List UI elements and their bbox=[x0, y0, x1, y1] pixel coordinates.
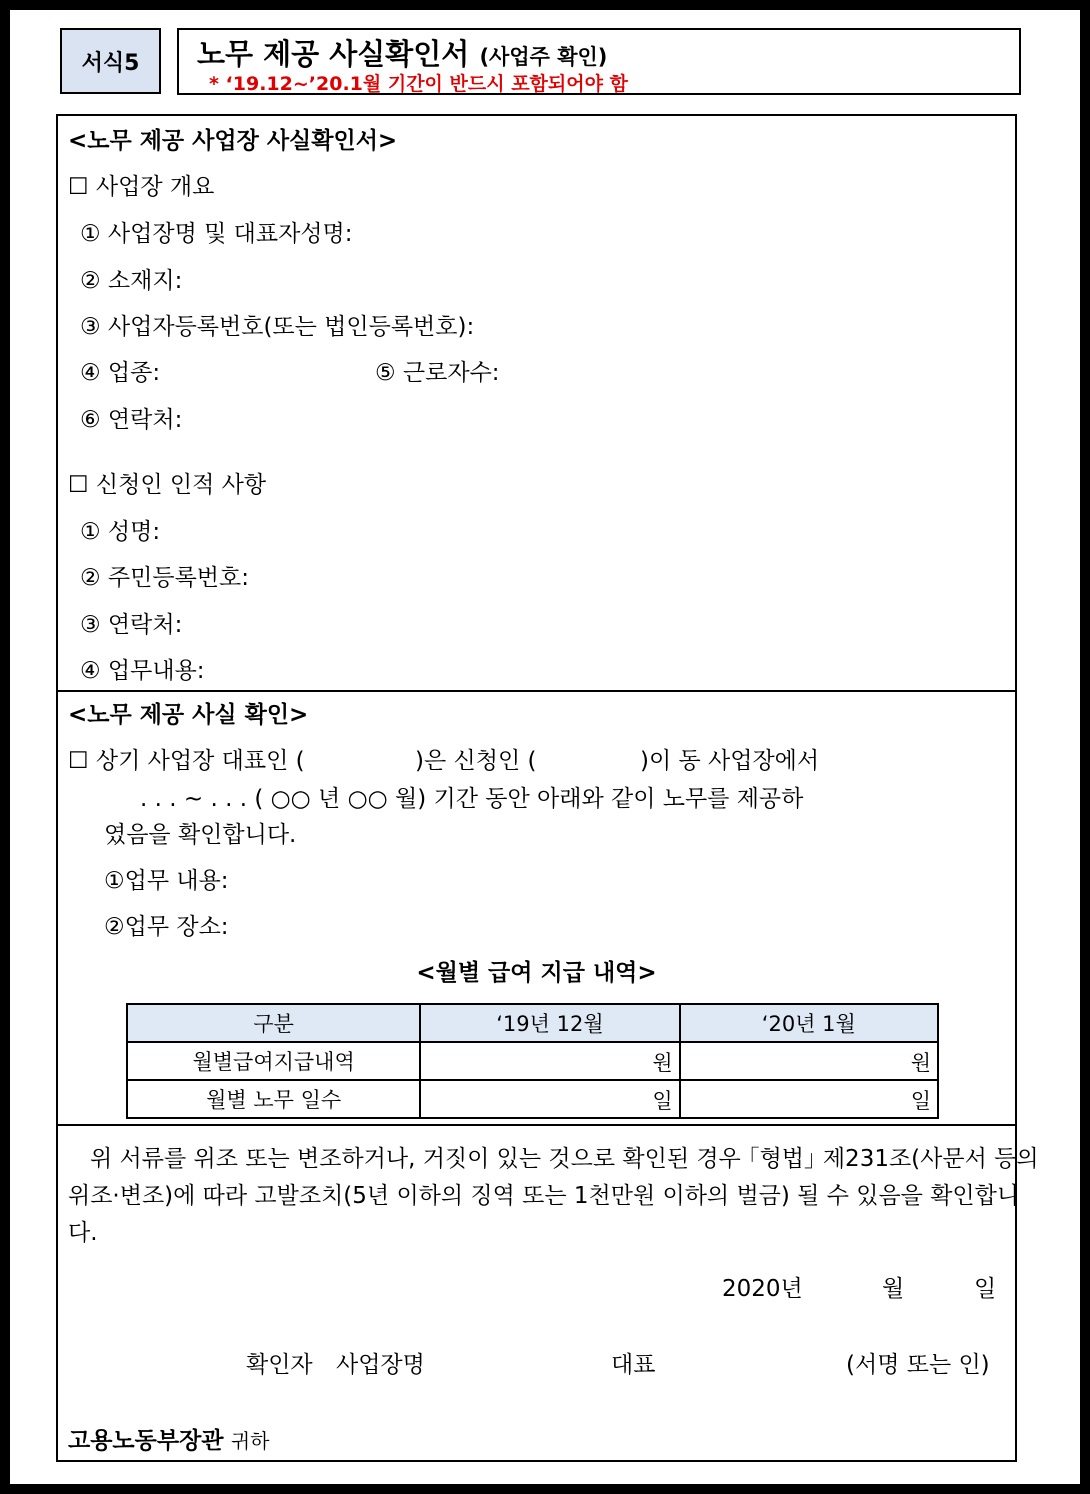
table-row bbox=[127, 1080, 938, 1118]
work-content-field[interactable]: ①업무 내용: bbox=[104, 868, 229, 894]
table-header-row bbox=[127, 1004, 938, 1042]
column-header: 구분 bbox=[127, 1004, 420, 1042]
resident-number-field[interactable]: ② 주민등록번호: bbox=[80, 565, 249, 591]
date-month[interactable]: 월 bbox=[882, 1276, 905, 1302]
workplace-contact-field[interactable]: ⑥ 연락처: bbox=[80, 407, 183, 433]
date-day[interactable]: 일 bbox=[974, 1276, 997, 1302]
monthly-payment-table bbox=[126, 1003, 939, 1119]
industry-field[interactable]: ④ 업종: bbox=[80, 360, 161, 386]
days-dec-cell[interactable]: 일 bbox=[420, 1080, 679, 1118]
workplace-name-label[interactable]: 사업장명 bbox=[336, 1352, 425, 1378]
title-box bbox=[177, 28, 1021, 95]
table-row bbox=[127, 1042, 938, 1080]
confirmation-period-line: . . . ~ . . . ( ○○ 년 ○○ 월) 기간 동안 아래와 같이 노무를 제공하 bbox=[140, 786, 804, 812]
title-text: 노무 제공 사실확인서 bbox=[197, 37, 470, 71]
work-location-field[interactable]: ②업무 장소: bbox=[104, 914, 229, 940]
addressee-name: 고용노동부장관 bbox=[68, 1428, 224, 1454]
row-label: 월별급여지급내역 bbox=[127, 1042, 420, 1080]
section-divider bbox=[58, 1124, 1015, 1126]
statement-line3: 다. bbox=[68, 1220, 98, 1246]
confirmer-label: 확인자 bbox=[246, 1352, 313, 1378]
workplace-overview-title: ☐ 사업장 개요 bbox=[68, 174, 215, 200]
statement-line2: 위조·변조)에 따라 고발조치(5년 이하의 징역 또는 1천만원 이하의 벌금) 될 수 있음을 확인합니 bbox=[68, 1183, 1020, 1209]
document-title bbox=[197, 32, 607, 73]
wage-jan-cell[interactable]: 원 bbox=[680, 1042, 938, 1080]
section-divider bbox=[58, 690, 1015, 692]
period-notice: * ‘19.12~’20.1월 기간이 반드시 포함되어야 함 bbox=[209, 73, 628, 95]
payment-table-title: <월별 급여 지급 내역> bbox=[416, 960, 657, 986]
wage-dec-cell[interactable]: 원 bbox=[420, 1042, 679, 1080]
section1-heading: <노무 제공 사업장 사실확인서> bbox=[68, 128, 398, 154]
column-header: ‘20년 1월 bbox=[680, 1004, 938, 1042]
addressee bbox=[68, 1428, 269, 1456]
confirmation-line3: 였음을 확인합니다. bbox=[104, 822, 297, 848]
business-registration-field[interactable]: ③ 사업자등록번호(또는 법인등록번호): bbox=[80, 314, 475, 340]
applicant-contact-field[interactable]: ③ 연락처: bbox=[80, 612, 183, 638]
title-subtitle: (사업주 확인) bbox=[479, 45, 608, 69]
employee-count-field[interactable]: ⑤ 근로자수: bbox=[375, 360, 500, 386]
addressee-honorific: 귀하 bbox=[230, 1429, 270, 1453]
date-year: 2020년 bbox=[722, 1276, 803, 1302]
applicant-info-title: ☐ 신청인 인적 사항 bbox=[68, 472, 267, 498]
job-description-field[interactable]: ④ 업무내용: bbox=[80, 658, 205, 684]
workplace-name-field[interactable]: ① 사업장명 및 대표자성명: bbox=[80, 221, 353, 247]
confirmation-line1-b: )은 신청인 ( bbox=[415, 748, 537, 774]
workplace-address-field[interactable]: ② 소재지: bbox=[80, 268, 183, 294]
confirmation-line1-a: ☐ 상기 사업장 대표인 ( bbox=[68, 748, 305, 774]
form-body bbox=[56, 114, 1039, 1462]
form-number-badge: 서식5 bbox=[60, 28, 161, 94]
representative-label[interactable]: 대표 bbox=[611, 1352, 656, 1378]
section2-heading: <노무 제공 사실 확인> bbox=[68, 702, 309, 728]
confirmation-line1-c: )이 동 사업장에서 bbox=[640, 748, 820, 774]
column-header: ‘19년 12월 bbox=[420, 1004, 679, 1042]
statement-line1: 위 서류를 위조 또는 변조하거나, 거짓이 있는 것으로 확인된 경우 ｢형법｣ 제231조(사문서 등의 bbox=[90, 1146, 1039, 1172]
days-jan-cell[interactable]: 일 bbox=[680, 1080, 938, 1118]
signature-field[interactable]: (서명 또는 인) bbox=[846, 1352, 990, 1378]
row-label: 월별 노무 일수 bbox=[127, 1080, 420, 1118]
applicant-name-field[interactable]: ① 성명: bbox=[80, 519, 161, 545]
